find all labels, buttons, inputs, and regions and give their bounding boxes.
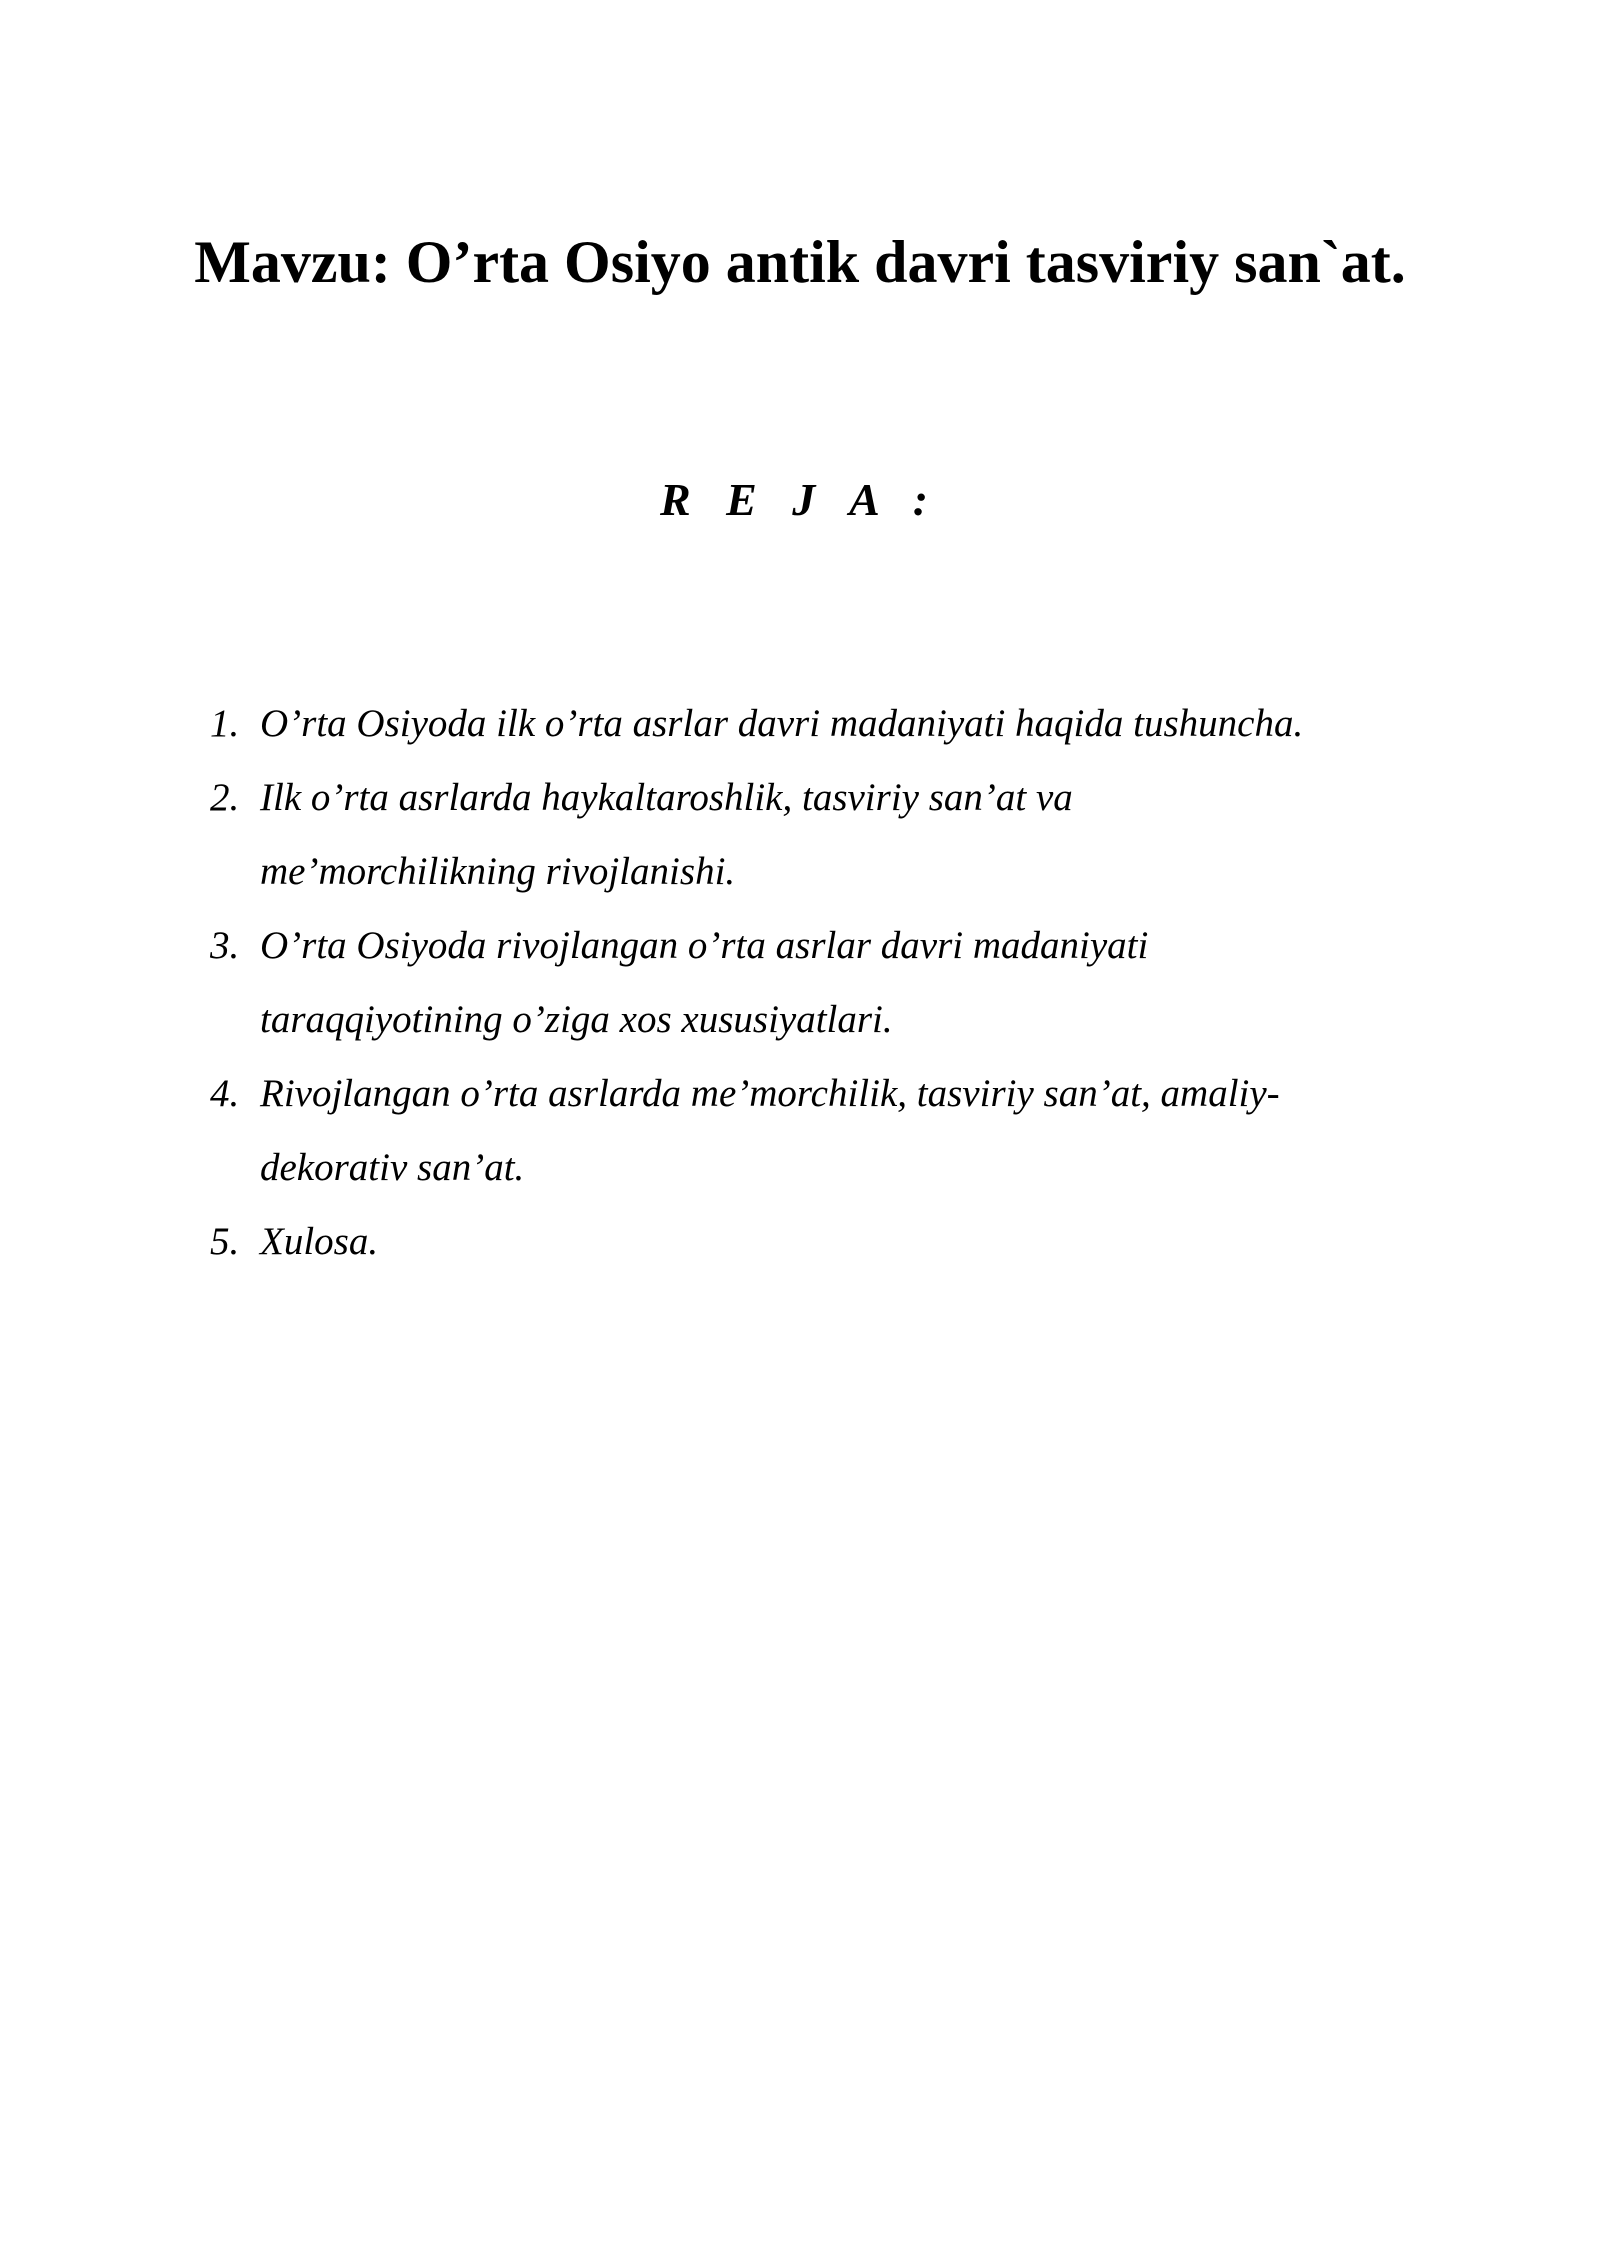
plan-item-text: O’rta Osiyoda rivojlangan o’rta asrlar davri madaniyati [260, 924, 1149, 967]
plan-item-1 [210, 687, 1460, 761]
plan-item-text: Rivojlangan o’rta asrlarda me’morchilik, tasviriy san’at, amaliy- [260, 1072, 1280, 1115]
plan-item-text-continued: taraqqiyotining o’ziga xos xususiyatlari. [260, 998, 893, 1041]
plan-item-number: 1. [210, 702, 240, 745]
plan-item-number: 2. [210, 776, 240, 819]
plan-heading: R E J A : [659, 474, 941, 525]
plan-item-number: 3. [210, 924, 240, 967]
plan-item-3 [210, 909, 1460, 1057]
plan-item-text-continued: me’morchilikning rivojlanishi. [260, 850, 736, 893]
plan-item-text: Ilk o’rta asrlarda haykaltaroshlik, tasviriy san’at va [260, 776, 1073, 819]
page-title: Mavzu: O’rta Osiyo antik davri tasviriy san`at. [194, 229, 1406, 295]
plan-item-2 [210, 761, 1460, 909]
plan-list [210, 687, 1460, 1279]
plan-item-text: Xulosa. [260, 1220, 379, 1263]
plan-item-number: 4. [210, 1072, 240, 1115]
plan-item-number: 5. [210, 1220, 240, 1263]
plan-item-text: O’rta Osiyoda ilk o’rta asrlar davri madaniyati haqida tushuncha. [260, 702, 1304, 745]
plan-item-4 [210, 1057, 1460, 1205]
plan-item-text-continued: dekorativ san’at. [260, 1146, 525, 1189]
plan-item-5 [210, 1205, 1460, 1279]
